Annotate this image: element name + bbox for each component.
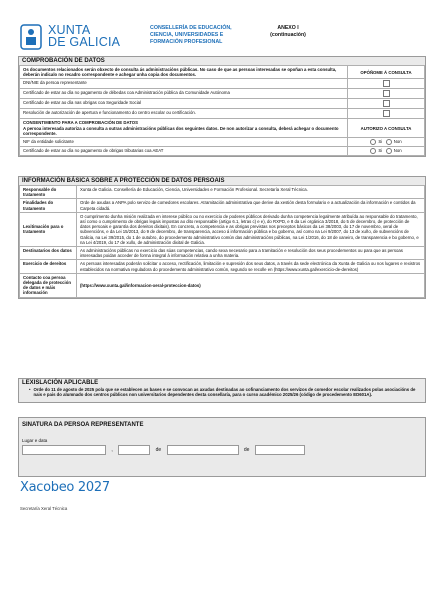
galicia-shield-icon — [18, 24, 44, 50]
table-row — [20, 247, 425, 260]
section-title: INFORMACIÓN BÁSICA SOBRE A PROTECCIÓN DE DATOS PERSOAIS — [19, 177, 425, 185]
ministry-name — [150, 25, 240, 46]
oppose-checkbox[interactable] — [383, 90, 390, 97]
table-row — [20, 212, 425, 246]
authorize-header: AUTORIZO A CONSULTA — [348, 119, 425, 138]
check-item-label: Certificado de estar ao día no pagamento de débedas coa Administración pública da Comunidade Autónoma — [20, 89, 348, 99]
privacy-link[interactable]: (https://www.xunta.gal/informacion-xeral-proteccion-datos) — [80, 282, 201, 288]
no-radio[interactable] — [386, 139, 392, 145]
table-row — [20, 79, 425, 89]
check-item-label: DNI/NIE da persoa representante — [20, 79, 348, 89]
legislation-section — [18, 378, 426, 403]
page-header — [18, 22, 428, 52]
comma-separator: , — [111, 447, 113, 454]
logo-line1: XUNTA — [48, 23, 91, 37]
place-date-label: Lugar e data — [22, 438, 48, 443]
place-date-row — [19, 445, 425, 455]
annex-title: ANEXO I — [277, 25, 299, 31]
row-label: Exercicio de dereitos — [20, 260, 77, 273]
section-title: COMPROBACIÓN DE DATOS — [19, 57, 425, 65]
place-field[interactable] — [22, 445, 106, 455]
xacobeo-logo: Xacobeo 2027 — [20, 480, 110, 495]
data-check-section — [18, 56, 426, 157]
consent-header: CONSENTIMENTO PARA A COMPROBACIÓN DE DATOS A persoa interesada autoriza a consulta a outras administracións públicas dos seguintes datos. De non autorizar a consulta, deberá achegar o documento correspondente. — [20, 119, 348, 138]
no-label: Non — [393, 148, 402, 154]
consent-item-label: Certificado de estar ao día no pagamento de obrigas tributarias coa AEAT — [20, 147, 348, 156]
year-field[interactable] — [255, 445, 305, 455]
yes-radio[interactable] — [370, 139, 376, 145]
table-row — [20, 138, 425, 147]
de-label: de — [155, 447, 162, 454]
table-row — [20, 109, 425, 119]
table-row — [20, 147, 425, 156]
yes-label: Si — [378, 139, 383, 145]
privacy-table — [19, 185, 425, 298]
row-text: Xunta de Galicia. Consellería de Educación, Ciencia, Universidades e Formación Profesional. Secretaría Xeral Técnica. — [77, 186, 425, 199]
month-field[interactable] — [167, 445, 239, 455]
intro-text: Os documentos relacionados serán obxecto de consulta ás administracións públicas. No caso de que as persoas interesadas se opoñan a esta consulta, deberán indicalo no recadro correspondente e achegar unha copia dos documentos. — [20, 66, 348, 79]
oppose-checkbox[interactable] — [383, 100, 390, 107]
logo-line2: DE GALICIA — [48, 35, 121, 49]
data-check-table — [19, 65, 425, 156]
day-field[interactable] — [118, 445, 150, 455]
oppose-header: OPÓÑOME Á CONSULTA — [348, 66, 425, 79]
bullet-icon: • — [29, 387, 31, 392]
check-item-label: Resolución de autorización de apertura e funcionamento do centro escolar ou certificación. — [20, 109, 348, 119]
oppose-checkbox[interactable] — [383, 80, 390, 87]
yes-label: Si — [378, 148, 383, 154]
xunta-logo — [18, 22, 158, 52]
table-row — [20, 186, 425, 199]
annex-subtitle: (continuación) — [270, 32, 306, 38]
table-row — [20, 99, 425, 109]
privacy-section — [18, 176, 426, 299]
row-label: Responsable do tratamento — [20, 186, 77, 199]
row-text: Orde de axudas a ANPA polo servizo de comedores escolares. Atramitación administrativa que derive da xestión desta formulario e a actualización da información e contidos da Carpeta cidadá. — [77, 199, 425, 212]
oppose-checkbox[interactable] — [383, 110, 390, 117]
check-item-label: Certificado de estar ao día nas obrigas coa Seguridade Social — [20, 99, 348, 109]
section-title: SINATURA DA PERSOA REPRESENTANTE — [22, 422, 144, 428]
annex-heading — [238, 25, 338, 39]
no-radio[interactable] — [386, 148, 392, 154]
row-label: Finalidades do tratamento — [20, 199, 77, 212]
row-text — [77, 273, 425, 297]
de-label: de — [243, 447, 250, 454]
org-line2: CIENCIA, UNIVERSIDADES E — [150, 32, 224, 38]
row-text: As administracións públicas no exercicio das súas competencias, cando sexa necesario para a tramitación e resolución dos seus procedementos ou para que as persoas interesadas poidan acceder de forma integral á información relativa a unha materia. — [77, 247, 425, 260]
footer-department: Secretaría Xeral Técnica — [20, 506, 68, 511]
table-row — [20, 273, 425, 297]
table-row — [20, 89, 425, 99]
org-line3: FORMACIÓN PROFESIONAL — [150, 39, 223, 45]
no-label: Non — [393, 139, 402, 145]
yes-radio[interactable] — [370, 148, 376, 154]
row-label: Contacto coa persoa delegada de protección de datos e máis información — [20, 273, 77, 297]
row-text: O cumprimento dunha misión realizada en interese público ou no exercicio de poderes públicos derivado dunha competencia legalmente atribuída ao responsable do tratamento, así como o cumprimento de obrigas legais impostas ao dito responsable (artigo 6.1, letras c) e e), do RXPD, e 8 da Lei orgánica 3/2018, do 5 de decembro, de protección de datos persoais e garantía dos dereitos dixitais). En concreto, a competencia e as obrigas previstas nos preceptos básicos da Lei 38/2003, do 17 de novembro, xeral de subvencións, e da Lei 15/2013, do 9 de decembro, de transparencia, acceso á información pública e bo goberno, así como na Lei 9/2007, do 13 de xuño, de subvencións de Galicia, na Lei 39/2015, do 1 de outubro, do procedemento administrativo común das administracións públicas, na Lei 1/2016, do 18 de xaneiro, de transparencia e bo goberno, e na Lei 4/2019, do 17 de xullo, de administración dixital de Galicia. — [77, 212, 425, 246]
table-row — [20, 199, 425, 212]
row-text: As persoas interesadas poderán solicitar o acceso, rectificación, limitación e supresión dos seus datos, a través da sede electrónica da Xunta de Galicia ou nos lugares e rexistros establecidos na normativa reguladora do procedemento administrativo común, segundo se recolle en (https://www.xunta.gal/exercicio-de-dereitos) — [77, 260, 425, 273]
signature-section — [18, 417, 426, 477]
row-label: Destinatarios dos datos — [20, 247, 77, 260]
consent-item-label: NIF da entidade solicitante — [20, 138, 348, 147]
section-title: LEXISLACIÓN APLICABLE — [22, 380, 99, 386]
table-row — [20, 260, 425, 273]
legislation-text: Orde do 11 de agosto de 2025 pola que se establecen as bases e se convocan as axudas destinadas ao cofinanciamento dos servizos de comedor escolar realizados polas asociacións de nais e pais do alumnado dos centros públicos non universitarios dependentes desta consellaría, para o curso académico 2025/26 (código de procedemento ED601A). — [33, 387, 416, 398]
org-line1: CONSELLERÍA DE EDUCACIÓN, — [150, 25, 232, 31]
row-label: Lexitimación para o tratamento — [20, 212, 77, 246]
legislation-item — [19, 387, 425, 398]
